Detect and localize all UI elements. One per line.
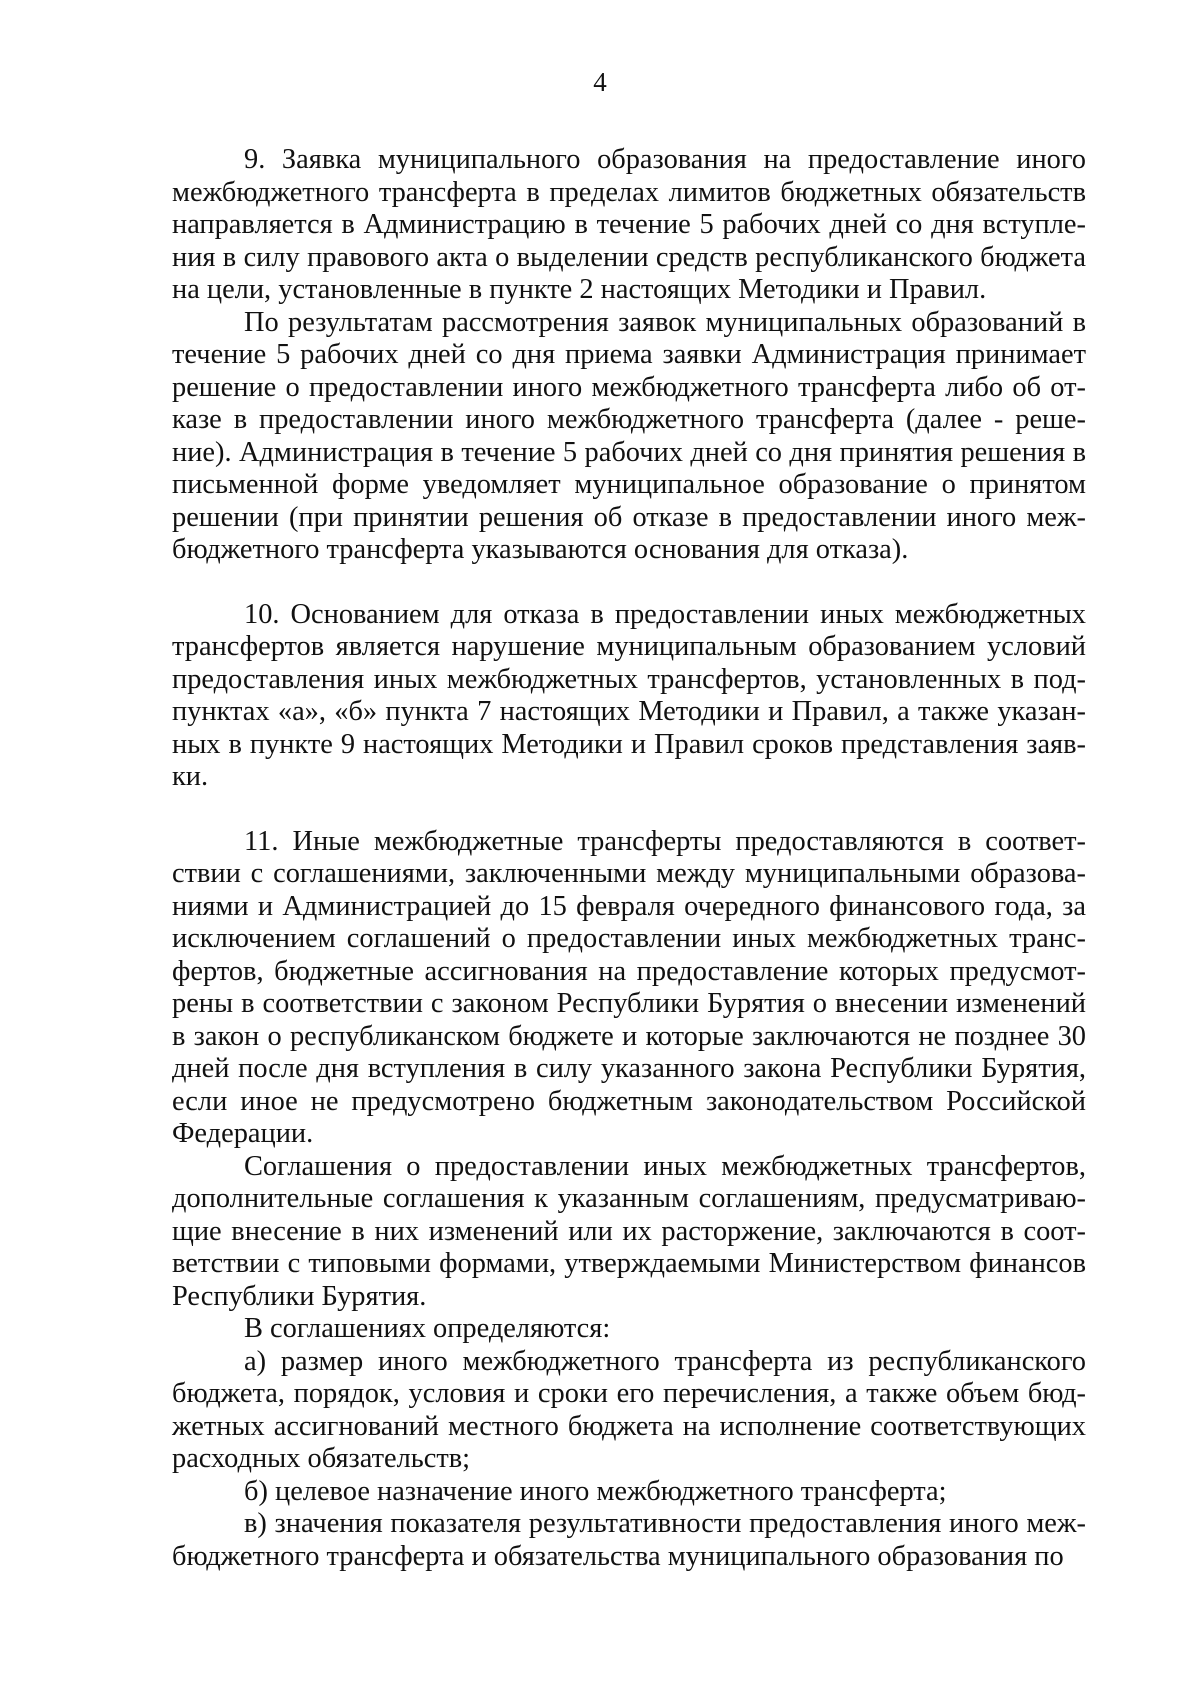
paragraph-gap [172, 567, 1086, 599]
list-item-b: б) целевое назначение иного межбюджетного трансферта; [244, 1475, 947, 1507]
list-item-v: в) значения показателя результативности предоставления иного межбюджетного трансферта и обязательства муниципального образования по [172, 1508, 1086, 1572]
document-body [172, 144, 1086, 1573]
list-item-a: а) размер иного межбюджетного трансферта из республиканского бюджета, порядок, условия и сроки его перечисления, а также объем бюджетных ассигнований местного бюджета на исполнение соответствующих расходных обязательств; [172, 1345, 1086, 1474]
page-number: 4 [593, 67, 607, 97]
paragraph-9: 9. Заявка муниципального образования на предоставление иного межбюджетного трансферта в пределах лимитов бюджетных обязательств направляется в Администрацию в течение 5 рабочих дней со дня вступления в силу правового акта о выделении средств республиканского бюджета на цели, установленные в пункте 2 настоящих Методики и Правил. [172, 144, 1086, 305]
paragraph-11-agreements: Соглашения о предоставлении иных межбюджетных трансфертов, дополнительные соглашения к указанным соглашениям, предусматривающие внесение в них изменений или их расторжение, заключаются в соответствии с типовыми формами, утверждаемыми Министерством финансов Республики Бурятия. [172, 1150, 1086, 1312]
paragraph-11-defined: В соглашениях определяются: [244, 1313, 611, 1344]
paragraph-11: 11. Иные межбюджетные трансферты предоставляются в соответствии с соглашениями, заключенными между муниципальными образованиями и Администрацией до 15 февраля очередного финансового года, за исключением соглашений о предоставлении иных межбюджетных трансфертов, бюджетные ассигнования на предоставление которых предусмотрены в соответствии с законом Республики Бурятия о внесении изменений в закон о республиканском бюджете и которые заключаются не позднее 30 дней после дня вступления в силу указанного закона Республики Бурятия, если иное не предусмотрено бюджетным законодательством Российской Федерации. [172, 825, 1086, 1149]
paragraph-gap [172, 794, 1086, 826]
paragraph-10: 10. Основанием для отказа в предоставлении иных межбюджетных трансфертов является нарушение муниципальным образованием условий предоставления иных межбюджетных трансфертов, установленных в подпунктах «а», «б» пункта 7 настоящих Методики и Правил, а также указанных в пункте 9 настоящих Методики и Правил сроков представления заявки. [172, 598, 1086, 792]
paragraph-9-review: По результатам рассмотрения заявок муниципальных образований в течение 5 рабочих дней со дня приема заявки Администрация принимает решение о предоставлении иного межбюджетного трансферта либо об отказе в предоставлении иного межбюджетного трансферта (далее - решение). Администрация в течение 5 рабочих дней со дня принятия решения в письменной форме уведомляет муниципальное образование о принятом решении (при принятии решения об отказе в предоставлении иного межбюджетного трансферта указываются основания для отказа). [172, 306, 1086, 565]
